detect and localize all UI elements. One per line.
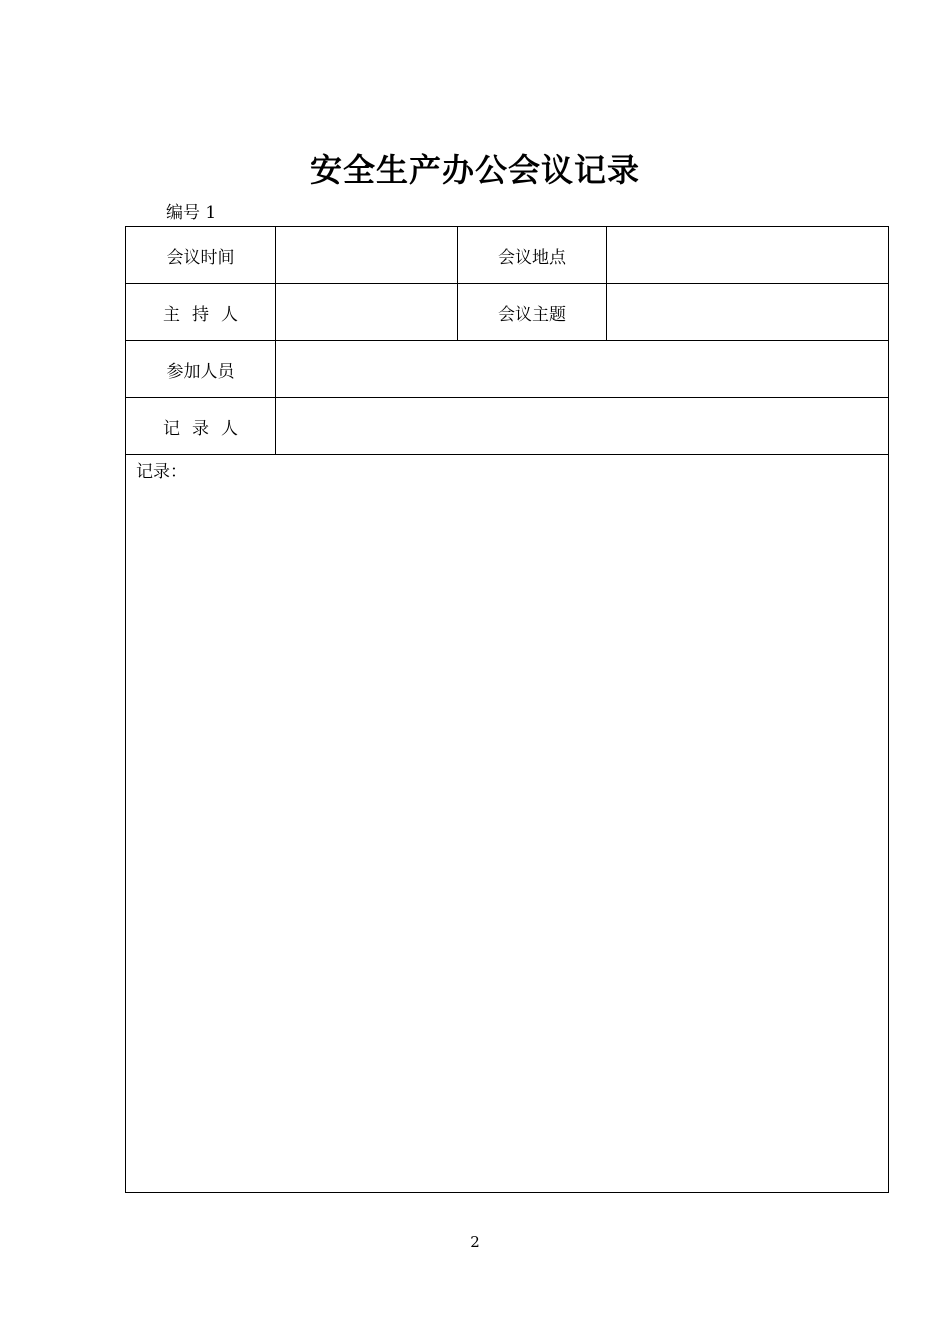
meeting-record-form (125, 226, 889, 1193)
form-row-recorder (126, 398, 889, 455)
form-row-time-place (126, 227, 889, 284)
record-area[interactable] (126, 455, 889, 1193)
document-title: 安全生产办公会议记录 (309, 151, 640, 189)
meeting-place-label: 会议地点 (458, 227, 607, 284)
host-field[interactable] (276, 284, 458, 341)
form-row-attendees (126, 341, 889, 398)
host-label: 主持人 (126, 284, 276, 341)
form-row-record (126, 455, 889, 1193)
meeting-topic-label: 会议主题 (458, 284, 607, 341)
attendees-label: 参加人员 (126, 341, 276, 398)
form-row-host-topic (126, 284, 889, 341)
recorder-field[interactable] (276, 398, 889, 455)
meeting-time-label: 会议时间 (126, 227, 276, 284)
record-label: 记录： (136, 462, 187, 482)
meeting-topic-field[interactable] (607, 284, 889, 341)
meeting-place-field[interactable] (607, 227, 889, 284)
attendees-field[interactable] (276, 341, 889, 398)
page-number: 2 (470, 1233, 480, 1251)
meeting-time-field[interactable] (276, 227, 458, 284)
recorder-label: 记录人 (126, 398, 276, 455)
document-number: 编号 1 (166, 203, 217, 223)
